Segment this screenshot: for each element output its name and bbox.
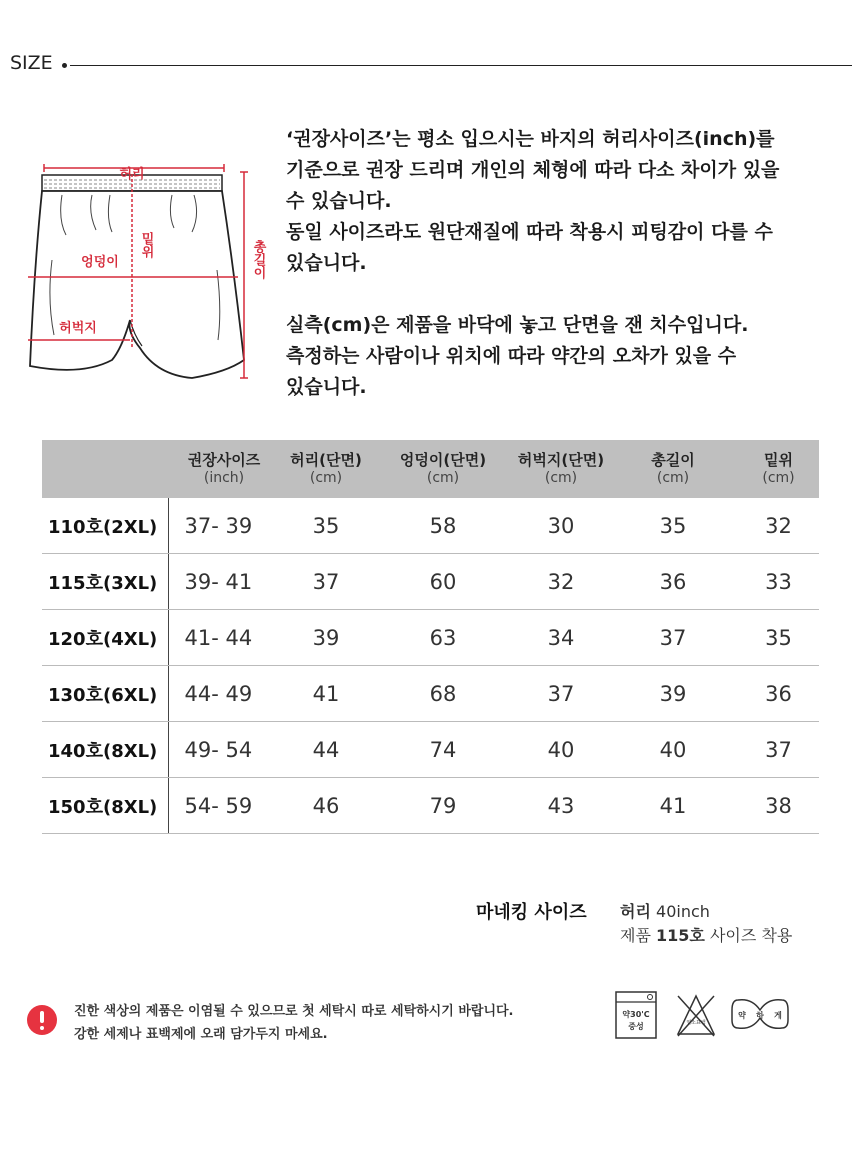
row-size: 120호(4XL) bbox=[42, 610, 168, 666]
header-recommended: 권장사이즈 (inch) bbox=[187, 451, 261, 486]
cell-length: 35 bbox=[608, 498, 738, 554]
cell-recommended: 44- 49 bbox=[168, 666, 280, 722]
cell-length: 36 bbox=[608, 554, 738, 610]
cell-length: 37 bbox=[608, 610, 738, 666]
waist-label: 허리 bbox=[119, 167, 145, 182]
hip-label: 엉덩이 bbox=[81, 255, 119, 270]
cell-waist: 46 bbox=[280, 778, 372, 834]
shorts-body-shape bbox=[30, 191, 244, 378]
section-title: SIZE bbox=[10, 52, 53, 74]
gentle-text-2: 하 bbox=[756, 1011, 764, 1020]
cell-length: 39 bbox=[608, 666, 738, 722]
size-header bbox=[10, 52, 852, 78]
cell-rise: 33 bbox=[738, 554, 819, 610]
mannequin-waist-label: 허리 bbox=[620, 902, 651, 921]
shorts-diagram bbox=[22, 160, 272, 390]
cell-length: 41 bbox=[608, 778, 738, 834]
mannequin-info bbox=[620, 900, 792, 948]
description-line: 기준으로 권장 드리며 개인의 체형에 따라 다소 차이가 있을 bbox=[286, 159, 780, 181]
gentle-text-1: 약 bbox=[738, 1011, 746, 1020]
wash-mode-text: 중성 bbox=[628, 1022, 644, 1031]
notice-line: 진한 색상의 제품은 이염될 수 있으므로 첫 세탁시 따로 세탁하시기 바랍니다. bbox=[74, 1004, 514, 1019]
mannequin-waist-value: 40inch bbox=[656, 902, 710, 921]
table-row bbox=[42, 722, 819, 778]
description-line: ‘권장사이즈’는 평소 입으시는 바지의 허리사이즈(inch)를 bbox=[286, 128, 775, 150]
cell-rise: 37 bbox=[738, 722, 819, 778]
cell-rise: 32 bbox=[738, 498, 819, 554]
size-table bbox=[42, 440, 819, 834]
mannequin-fit-suffix: 사이즈 착용 bbox=[709, 926, 793, 945]
cell-thigh: 34 bbox=[514, 610, 608, 666]
title-divider bbox=[70, 65, 852, 66]
cell-waist: 44 bbox=[280, 722, 372, 778]
cell-hip: 68 bbox=[372, 666, 514, 722]
header-waist: 허리(단면) (cm) bbox=[290, 451, 362, 486]
row-size: 150호(8XL) bbox=[42, 778, 168, 834]
row-size: 115호(3XL) bbox=[42, 554, 168, 610]
header-hip: 엉덩이(단면) (cm) bbox=[399, 451, 487, 486]
table-row bbox=[42, 554, 819, 610]
mannequin-label: 마네킹 사이즈 bbox=[476, 902, 587, 923]
cell-recommended: 41- 44 bbox=[168, 610, 280, 666]
mannequin-fit-prefix: 제품 bbox=[620, 926, 651, 945]
gentle-text-3: 게 bbox=[774, 1011, 782, 1020]
wash-icon bbox=[616, 992, 656, 1038]
row-size: 110호(2XL) bbox=[42, 498, 168, 554]
table-row bbox=[42, 610, 819, 666]
description-line: 있습니다. bbox=[286, 252, 367, 274]
description-line: 수 있습니다. bbox=[286, 190, 392, 212]
cell-length: 40 bbox=[608, 722, 738, 778]
table-header-row bbox=[42, 440, 819, 498]
cell-hip: 79 bbox=[372, 778, 514, 834]
cell-rise: 35 bbox=[738, 610, 819, 666]
care-icons bbox=[614, 990, 814, 1040]
cell-thigh: 37 bbox=[514, 666, 608, 722]
mannequin-fit-size: 115호 bbox=[656, 926, 705, 945]
cell-waist: 35 bbox=[280, 498, 372, 554]
cell-hip: 58 bbox=[372, 498, 514, 554]
cell-recommended: 49- 54 bbox=[168, 722, 280, 778]
size-description bbox=[286, 124, 846, 403]
table-row bbox=[42, 666, 819, 722]
gentle-wring-icon bbox=[732, 1000, 788, 1029]
table-row bbox=[42, 778, 819, 834]
cell-waist: 41 bbox=[280, 666, 372, 722]
cell-thigh: 43 bbox=[514, 778, 608, 834]
warning-icon bbox=[27, 1005, 57, 1035]
header-blank bbox=[42, 440, 168, 498]
wash-temp-text: 약30'C bbox=[622, 1010, 650, 1019]
thigh-label: 허벅지 bbox=[59, 321, 97, 336]
cell-recommended: 37- 39 bbox=[168, 498, 280, 554]
notice-line: 강한 세제나 표백제에 오래 담가두지 마세요. bbox=[74, 1027, 328, 1042]
length-label: 총길이 bbox=[250, 240, 266, 279]
description-line: 실측(cm)은 제품을 바닥에 놓고 단면을 잰 치수입니다. bbox=[286, 314, 749, 336]
cell-rise: 36 bbox=[738, 666, 819, 722]
description-line: 측정하는 사람이나 위치에 따라 약간의 오차가 있을 수 bbox=[286, 345, 737, 367]
care-notice bbox=[74, 1000, 514, 1046]
description-line: 있습니다. bbox=[286, 376, 367, 398]
row-size: 140호(8XL) bbox=[42, 722, 168, 778]
cell-rise: 38 bbox=[738, 778, 819, 834]
table-row bbox=[42, 498, 819, 554]
cell-thigh: 32 bbox=[514, 554, 608, 610]
no-bleach-icon bbox=[678, 996, 714, 1036]
cell-waist: 39 bbox=[280, 610, 372, 666]
cell-thigh: 40 bbox=[514, 722, 608, 778]
cell-hip: 63 bbox=[372, 610, 514, 666]
header-length: 총길이 (cm) bbox=[651, 451, 695, 486]
no-bleach-text: 염소표백 bbox=[686, 1020, 706, 1026]
header-thigh: 허벅지(단면) (cm) bbox=[517, 451, 605, 486]
cell-recommended: 39- 41 bbox=[168, 554, 280, 610]
title-dot bbox=[62, 63, 67, 68]
cell-recommended: 54- 59 bbox=[168, 778, 280, 834]
row-size: 130호(6XL) bbox=[42, 666, 168, 722]
rise-label: 밑위 bbox=[138, 232, 154, 258]
header-rise: 밑위 (cm) bbox=[762, 451, 795, 486]
cell-hip: 74 bbox=[372, 722, 514, 778]
cell-waist: 37 bbox=[280, 554, 372, 610]
cell-hip: 60 bbox=[372, 554, 514, 610]
description-line: 동일 사이즈라도 원단재질에 따라 착용시 피팅감이 다를 수 bbox=[286, 221, 773, 243]
cell-thigh: 30 bbox=[514, 498, 608, 554]
